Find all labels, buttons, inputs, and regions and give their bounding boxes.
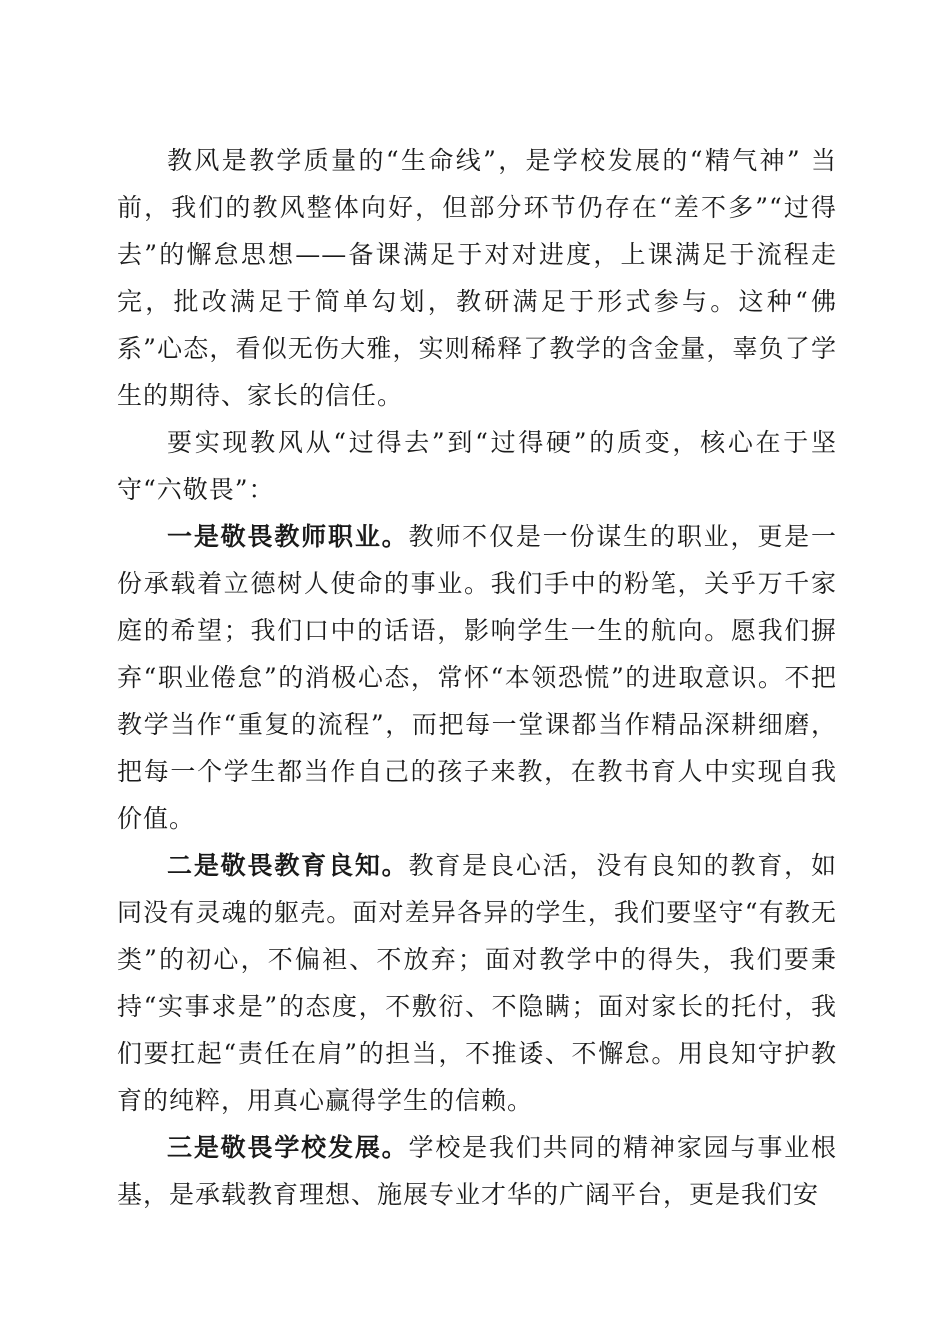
paragraph-point-three <box>117 1124 837 1218</box>
paragraph-heading: 三是敬畏学校发展。 <box>167 1133 409 1162</box>
paragraph-six-reverences <box>117 419 837 513</box>
paragraph-intro <box>117 137 837 419</box>
paragraph-point-two <box>117 842 837 1124</box>
paragraph-text: 学校是我们共同的精神家园与事业根基，是承载教育理想、施展专业才华的广阔平台，更是我们安 <box>117 1133 837 1209</box>
document-body <box>117 137 837 1218</box>
paragraph-text: 要实现教风从“过得去”到“过得硬”的质变，核心在于坚守“六敬畏”： <box>117 428 837 504</box>
paragraph-heading: 一是敬畏教师职业。 <box>167 522 409 551</box>
paragraph-heading: 二是敬畏教育良知。 <box>167 851 409 880</box>
paragraph-point-one <box>117 513 837 842</box>
paragraph-text: 教风是教学质量的“生命线”，是学校发展的“精气神” 当前，我们的教风整体向好，但部分环节仍存在“差不多”“过得去”的懈怠思想——备课满足于对对进度，上课满足于流程走完，批改满足于简单勾划，教研满足于形式参与。这种“佛系”心态，看似无伤大雅，实则稀释了教学的含金量，辜负了学生的期待、家长的信任。 <box>117 146 837 410</box>
paragraph-text: 教育是良心活，没有良知的教育，如同没有灵魂的躯壳。面对差异各异的学生，我们要坚守“有教无类”的初心，不偏袒、不放弃；面对教学中的得失，我们要秉持“实事求是”的态度，不敷衍、不隐瞒；面对家长的托付，我们要扛起“责任在肩”的担当，不推诿、不懈怠。用良知守护教育的纯粹，用真心赢得学生的信赖。 <box>117 851 837 1115</box>
paragraph-text: 教师不仅是一份谋生的职业，更是一份承载着立德树人使命的事业。我们手中的粉笔，关乎万千家庭的希望；我们口中的话语，影响学生一生的航向。愿我们摒弃“职业倦怠”的消极心态，常怀“本领恐慌”的进取意识。不把教学当作“重复的流程”，而把每一堂课都当作精品深耕细磨，把每一个学生都当作自己的孩子来教，在教书育人中实现自我价值。 <box>117 522 837 833</box>
